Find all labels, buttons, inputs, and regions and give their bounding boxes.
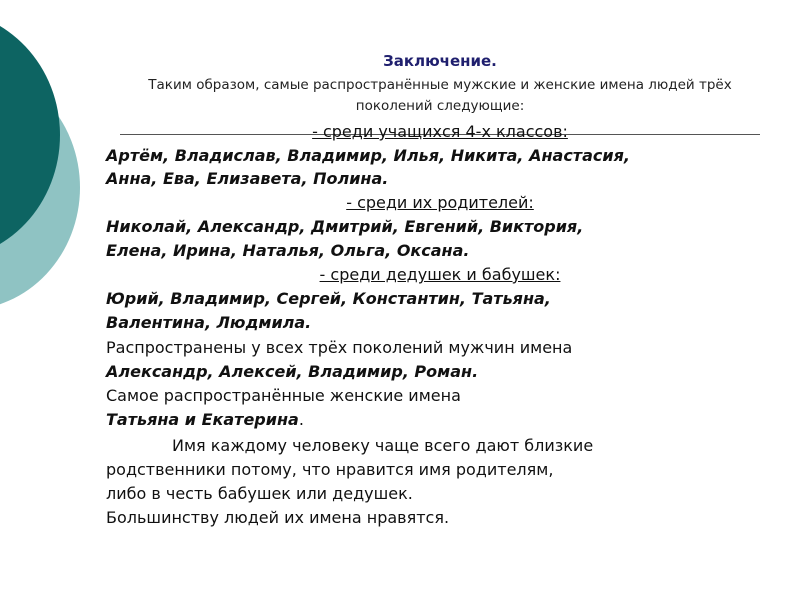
- closing-line4: Большинству людей их имена нравятся.: [106, 508, 450, 527]
- students-names-line1: Артём, Владислав, Владимир, Илья, Никита, Анастасия,: [106, 146, 630, 165]
- section-parents-heading: - среди их родителей:: [346, 193, 534, 212]
- closing-line1: Имя каждому человеку чаще всего дают близкие: [172, 436, 594, 455]
- grandparents-names-line2: Валентина, Людмила.: [106, 313, 312, 332]
- common-female-period: .: [298, 410, 304, 429]
- parents-names-line2: Елена, Ирина, Наталья, Ольга, Оксана.: [106, 241, 470, 260]
- common-female-line: [106, 410, 304, 429]
- section-students-heading: - среди учащихся 4-х классов:: [312, 122, 568, 141]
- common-male-label: Распространены у всех трёх поколений мужчин имена: [106, 338, 573, 357]
- closing-line2: родственники потому, что нравится имя родителям,: [106, 460, 554, 479]
- closing-line3: либо в честь бабушек или дедушек.: [106, 484, 413, 503]
- students-names-line2: Анна, Ева, Елизавета, Полина.: [106, 169, 389, 188]
- common-female-names: Татьяна и Екатерина: [106, 410, 299, 429]
- section-grandparents-heading: - среди дедушек и бабушек:: [319, 265, 561, 284]
- common-female-label: Самое распространённые женские имена: [106, 386, 461, 405]
- grandparents-names-line1: Юрий, Владимир, Сергей, Константин, Татьяна,: [106, 289, 551, 308]
- parents-names-line1: Николай, Александр, Дмитрий, Евгений, Виктория,: [106, 217, 584, 236]
- slide-title: Заключение.: [383, 52, 497, 70]
- common-male-names: Александр, Алексей, Владимир, Роман.: [106, 362, 479, 381]
- intro-text: Таким образом, самые распространённые мужские и женские имена людей трёх поколений следующие:: [148, 77, 732, 114]
